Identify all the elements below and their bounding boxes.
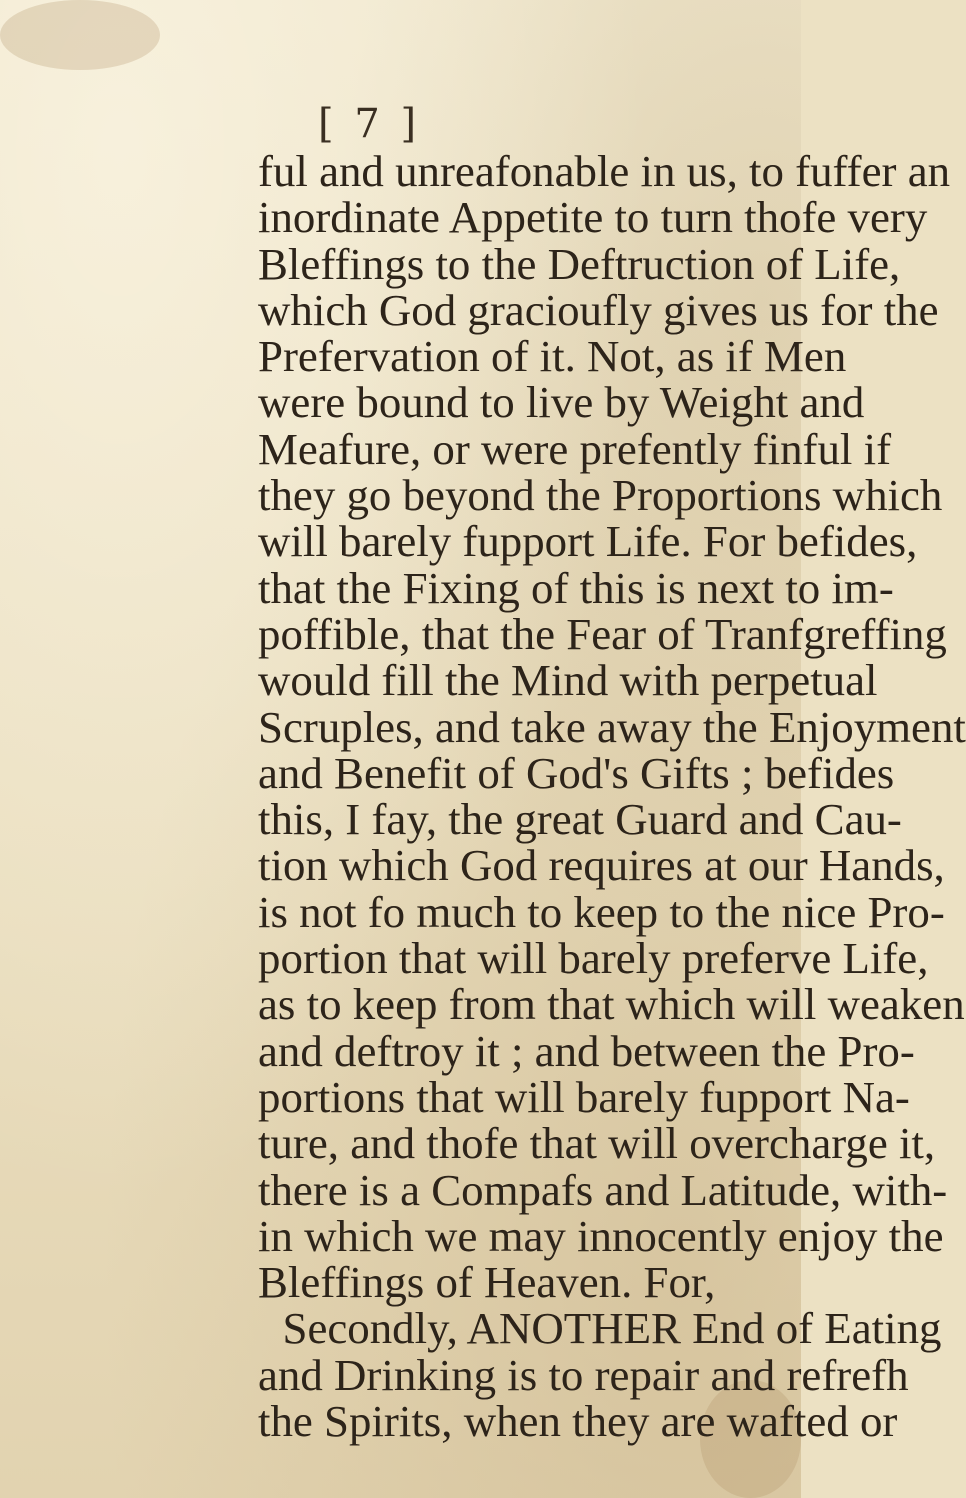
text-line: Prefervation of it. Not, as if Men <box>258 332 847 382</box>
text-line: the Spirits, when they are wafted or <box>258 1397 898 1447</box>
text-line: this, I fay, the great Guard and Cau- <box>258 795 902 845</box>
text-line: as to keep from that which will weaken <box>258 980 965 1030</box>
text-line: were bound to live by Weight and <box>258 378 865 428</box>
text-line: Scruples, and take away the Enjoyment <box>258 702 966 752</box>
text-line: Meafure, or were prefently finful if <box>258 424 892 474</box>
text-line: poffible, that the Fear of Tranfgreffing <box>258 609 947 659</box>
text-line: that the Fixing of this is next to im- <box>258 563 894 613</box>
text-line: portions that will barely fupport Na- <box>258 1072 910 1122</box>
text-line: Secondly, ANOTHER End of Eating <box>282 1304 942 1354</box>
text-line: and Benefit of God's Gifts ; befides <box>258 748 895 798</box>
text-line: and deftroy it ; and between the Pro- <box>258 1026 915 1076</box>
text-line: Bleffings to the Deftruction of Life, <box>258 239 901 289</box>
text-line: inordinate Appetite to turn thofe very <box>258 193 928 243</box>
paper-stain <box>0 0 160 70</box>
text-line: will barely fupport Life. For befides, <box>258 517 918 567</box>
text-line: they go beyond the Proportions which <box>258 471 943 521</box>
text-line: which God gracioufly gives us for the <box>258 285 939 335</box>
text-line: in which we may innocently enjoy the <box>258 1211 944 1261</box>
text-line: ful and unreafonable in us, to fuffer an <box>258 147 951 196</box>
text-line: tion which God requires at our Hands, <box>258 841 945 891</box>
text-line: portion that will barely preferve Life, <box>258 934 929 984</box>
text-line: there is a Compafs and Latitude, with- <box>258 1165 948 1215</box>
body-text <box>258 147 966 1447</box>
text-line: would fill the Mind with perpetual <box>258 656 878 706</box>
text-line: ture, and thofe that will overcharge it, <box>258 1119 936 1169</box>
text-line: and Drinking is to repair and refrefh <box>258 1350 909 1400</box>
text-line: Bleffings of Heaven. For, <box>258 1258 716 1308</box>
text-line: is not fo much to keep to the nice Pro- <box>258 887 945 937</box>
page-number-header: [ 7 ] <box>318 101 421 147</box>
